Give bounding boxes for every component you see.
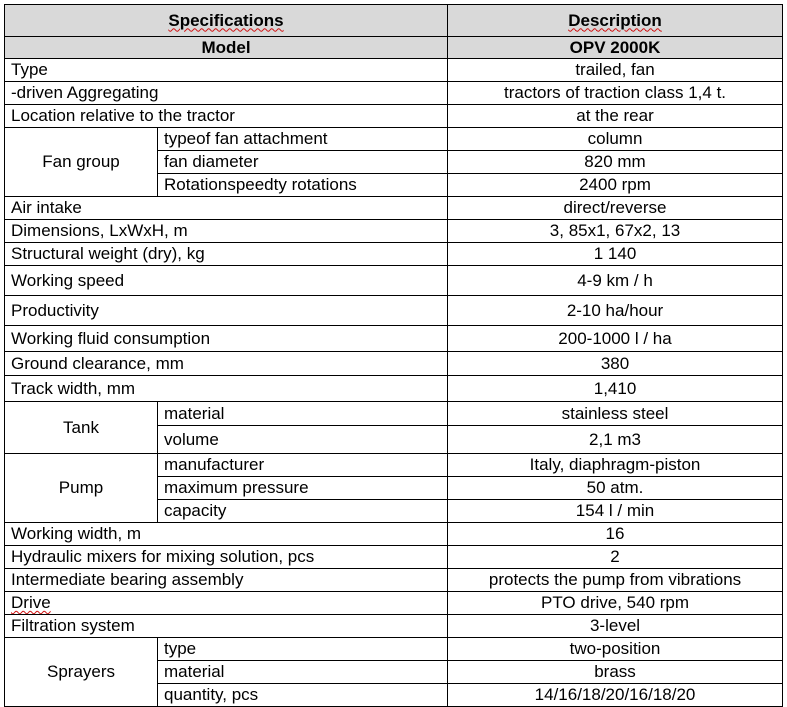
row-value: tractors of traction class 1,4 t. [448, 82, 783, 105]
row-label: Hydraulic mixers for mixing solution, pcs [5, 546, 448, 569]
row-value: PTO drive, 540 rpm [448, 592, 783, 615]
table-row [5, 326, 783, 352]
row-value: 3, 85x1, 67x2, 13 [448, 220, 783, 243]
table-row [5, 454, 783, 477]
row-label: Type [5, 59, 448, 82]
row-value: protects the pump from vibrations [448, 569, 783, 592]
sub-value: stainless steel [448, 402, 783, 426]
table-row [5, 266, 783, 296]
row-value: 3-level [448, 615, 783, 638]
table-row [5, 59, 783, 82]
row-value: 2-10 ha/hour [448, 296, 783, 326]
sub-label: manufacturer [158, 454, 448, 477]
sub-label: type [158, 638, 448, 661]
table-row [5, 638, 783, 661]
table-row [5, 220, 783, 243]
table-row [5, 105, 783, 128]
row-label: Productivity [5, 296, 448, 326]
table-row [5, 296, 783, 326]
row-label: Location relative to the tractor [5, 105, 448, 128]
row-label: Track width, mm [5, 376, 448, 402]
row-label: Intermediate bearing assembly [5, 569, 448, 592]
row-value: 16 [448, 523, 783, 546]
table-row [5, 402, 783, 426]
model-row [5, 37, 783, 59]
sub-label: fan diameter [158, 151, 448, 174]
specifications-table [4, 4, 783, 707]
sub-value: 50 atm. [448, 477, 783, 500]
table-row [5, 592, 783, 615]
table-row [5, 615, 783, 638]
row-value: 200-1000 l / ha [448, 326, 783, 352]
table-row [5, 523, 783, 546]
row-value: 380 [448, 352, 783, 376]
model-label: Model [5, 37, 448, 59]
header-row [5, 5, 783, 37]
row-value: at the rear [448, 105, 783, 128]
sub-value: brass [448, 661, 783, 684]
sub-value: column [448, 128, 783, 151]
row-value: 1 140 [448, 243, 783, 266]
group-label-tank: Tank [5, 402, 158, 454]
sub-label: volume [158, 426, 448, 454]
row-value: direct/reverse [448, 197, 783, 220]
table-row [5, 352, 783, 376]
specifications-header: Specifications [5, 5, 448, 37]
row-value: trailed, fan [448, 59, 783, 82]
group-label-pump: Pump [5, 454, 158, 523]
row-label: Drive [5, 592, 448, 615]
group-label-fan: Fan group [5, 128, 158, 197]
table-row [5, 546, 783, 569]
table-row [5, 128, 783, 151]
sub-value: 154 l / min [448, 500, 783, 523]
model-value: OPV 2000K [448, 37, 783, 59]
table-row [5, 569, 783, 592]
row-label: Working fluid consumption [5, 326, 448, 352]
spec-table-container [4, 4, 783, 707]
sub-value: 14/16/18/20/16/18/20 [448, 684, 783, 707]
sub-value: Italy, diaphragm-piston [448, 454, 783, 477]
row-label: Dimensions, LxWxH, m [5, 220, 448, 243]
group-label-sprayers: Sprayers [5, 638, 158, 707]
sub-value: two-position [448, 638, 783, 661]
row-label: Ground clearance, mm [5, 352, 448, 376]
row-label: Working width, m [5, 523, 448, 546]
table-row [5, 376, 783, 402]
sub-label: maximum pressure [158, 477, 448, 500]
sub-label: quantity, pcs [158, 684, 448, 707]
sub-value: 820 mm [448, 151, 783, 174]
sub-label: Rotationspeedty rotations [158, 174, 448, 197]
sub-label: typeof fan attachment [158, 128, 448, 151]
table-row [5, 197, 783, 220]
description-header: Description [448, 5, 783, 37]
table-row [5, 243, 783, 266]
row-label: Air intake [5, 197, 448, 220]
table-row [5, 82, 783, 105]
row-value: 2 [448, 546, 783, 569]
sub-label: capacity [158, 500, 448, 523]
row-value: 1,410 [448, 376, 783, 402]
row-label: Structural weight (dry), kg [5, 243, 448, 266]
row-label: Working speed [5, 266, 448, 296]
sub-label: material [158, 402, 448, 426]
sub-label: material [158, 661, 448, 684]
row-label: -driven Aggregating [5, 82, 448, 105]
sub-value: 2400 rpm [448, 174, 783, 197]
sub-value: 2,1 m3 [448, 426, 783, 454]
row-value: 4-9 km / h [448, 266, 783, 296]
row-label: Filtration system [5, 615, 448, 638]
